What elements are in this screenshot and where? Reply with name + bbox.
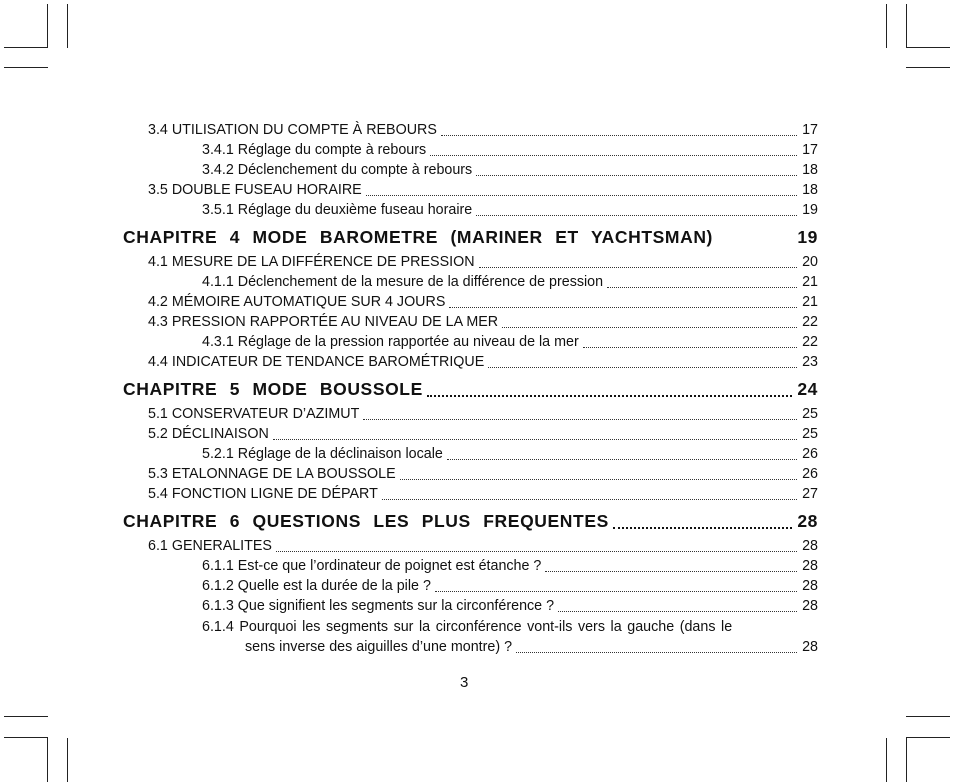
toc-entry <box>148 352 818 372</box>
crop-mark-top-left-h <box>4 47 48 48</box>
crop-mark-bottom-right-h <box>906 716 950 717</box>
toc-entry-page: 28 <box>802 578 818 594</box>
toc-entry <box>148 180 818 200</box>
leader-dots <box>583 347 797 348</box>
crop-mark-bottom-left-v <box>47 738 48 782</box>
toc-chapter <box>123 225 818 249</box>
toc-entry <box>245 637 818 657</box>
toc-chapter-title: CHAPITRE 6 QUESTIONS LES PLUS FREQUENTES <box>123 511 609 531</box>
toc-entry-title: 6.1.2 Quelle est la durée de la pile ? <box>202 578 431 594</box>
toc-entry-title: 4.1 MESURE DE LA DIFFÉRENCE DE PRESSION <box>148 254 475 270</box>
crop-mark-top-left-v <box>47 4 48 48</box>
toc-entry-page: 28 <box>802 598 818 614</box>
leader-dots <box>613 527 792 529</box>
toc-entry-title: sens inverse des aiguilles d’une montre) ? <box>245 639 513 655</box>
crop-mark-bottom-left-h2 <box>4 737 48 738</box>
toc-entry <box>148 312 818 332</box>
toc-entry <box>202 140 818 160</box>
toc-entry-title: 5.2 DÉCLINAISON <box>148 426 269 442</box>
toc-entry-page: 19 <box>802 202 818 218</box>
toc-entry-title: 4.3 PRESSION RAPPORTÉE AU NIVEAU DE LA MER <box>148 314 499 330</box>
leader-dots <box>607 287 797 288</box>
leader-dots <box>366 195 797 196</box>
toc-entry-page: 27 <box>802 486 818 502</box>
toc-entry-page: 25 <box>802 406 818 422</box>
toc-chapter-page: 19 <box>797 227 818 247</box>
toc-entry <box>148 292 818 312</box>
toc-entry <box>148 424 818 444</box>
toc-chapter-page: 28 <box>797 511 818 531</box>
crop-mark-bottom-left-h <box>4 716 48 717</box>
toc-entry-title: 5.2.1 Réglage de la déclinaison locale <box>202 446 443 462</box>
leader-dots <box>476 215 797 216</box>
toc-entry <box>202 444 818 464</box>
leader-dots <box>488 367 797 368</box>
crop-mark-top-right-h <box>906 47 950 48</box>
toc-entry <box>148 464 818 484</box>
toc-entry-title: 4.4 INDICATEUR DE TENDANCE BAROMÉTRIQUE <box>148 354 485 370</box>
toc-entry-title: 4.3.1 Réglage de la pression rapportée au niveau de la mer <box>202 334 579 350</box>
toc-entry <box>148 404 818 424</box>
toc-chapter <box>123 377 818 401</box>
toc-entry-title: 5.3 ETALONNAGE DE LA BOUSSOLE <box>148 466 396 482</box>
toc-entry <box>148 120 818 140</box>
toc-entry-page: 18 <box>802 162 818 178</box>
leader-dots <box>363 419 797 420</box>
toc-chapter-page: 24 <box>797 379 818 399</box>
toc-entry-page: 26 <box>802 466 818 482</box>
toc-entry-title: 5.1 CONSERVATEUR D’AZIMUT <box>148 406 360 422</box>
toc-entry-title: 5.4 FONCTION LIGNE DE DÉPART <box>148 486 378 502</box>
toc-entry-page: 28 <box>802 538 818 554</box>
toc-entry <box>202 272 818 292</box>
toc-entry <box>148 252 818 272</box>
toc-entry-page: 22 <box>802 334 818 350</box>
toc-entry <box>202 556 818 576</box>
toc-entry-title: 3.4 UTILISATION DU COMPTE À REBOURS <box>148 122 437 138</box>
leader-dots <box>441 135 797 136</box>
crop-mark-top-left-v2 <box>67 4 68 48</box>
crop-mark-top-right-h2 <box>906 67 950 68</box>
leader-dots <box>435 591 797 592</box>
toc-chapter-title: CHAPITRE 4 MODE BAROMETRE (MARINER ET YACHTSMAN) <box>123 227 713 247</box>
crop-mark-top-right-v2 <box>906 4 907 48</box>
toc-entry-title: 3.4.2 Déclenchement du compte à rebours <box>202 162 473 178</box>
toc-entry <box>148 484 818 504</box>
toc-entry-page: 18 <box>802 182 818 198</box>
leader-dots <box>476 175 797 176</box>
leader-dots <box>447 459 797 460</box>
toc-entry-page: 26 <box>802 446 818 462</box>
toc-entry-page: 17 <box>802 122 818 138</box>
leader-dots <box>382 499 797 500</box>
leader-dots <box>516 652 797 653</box>
leader-dots <box>479 267 798 268</box>
toc-chapter-title: CHAPITRE 5 MODE BOUSSOLE <box>123 379 423 399</box>
toc-entry <box>202 160 818 180</box>
crop-mark-bottom-left-v2 <box>67 738 68 782</box>
toc-entry-title: 4.1.1 Déclenchement de la mesure de la différence de pression <box>202 274 604 290</box>
toc-entry-page: 22 <box>802 314 818 330</box>
toc-entry-page: 28 <box>802 558 818 574</box>
toc-entry-page: 28 <box>802 639 818 655</box>
toc-entry-title: 3.5 DOUBLE FUSEAU HORAIRE <box>148 182 362 198</box>
toc-entry-page: 17 <box>802 142 818 158</box>
leader-dots <box>273 439 797 440</box>
toc-entry <box>202 576 818 596</box>
crop-mark-top-right-v <box>886 4 887 48</box>
leader-dots <box>545 571 797 572</box>
toc-entry-title: 6.1.1 Est-ce que l’ordinateur de poignet est étanche ? <box>202 558 542 574</box>
toc-entry <box>202 200 818 220</box>
leader-dots <box>558 611 797 612</box>
leader-dots <box>430 155 797 156</box>
toc-entry-page: 21 <box>802 294 818 310</box>
crop-mark-top-left-h2 <box>4 67 48 68</box>
leader-dots <box>427 395 792 397</box>
toc-entry-page: 23 <box>802 354 818 370</box>
leader-dots <box>502 327 797 328</box>
crop-mark-bottom-right-v <box>886 738 887 782</box>
page-number: 3 <box>460 674 469 691</box>
toc-entry <box>148 536 818 556</box>
toc-entry-page: 25 <box>802 426 818 442</box>
toc-entry-title: 6.1.4 Pourquoi les segments sur la circonférence vont-ils vers la gauche (dans le <box>202 619 733 635</box>
crop-mark-bottom-right-v2 <box>906 738 907 782</box>
leader-dots <box>449 307 797 308</box>
crop-mark-bottom-right-h2 <box>906 737 950 738</box>
toc-chapter <box>123 509 818 533</box>
toc-entry <box>202 596 818 616</box>
toc-entry-title: 3.5.1 Réglage du deuxième fuseau horaire <box>202 202 473 218</box>
toc-entry-title: 6.1.3 Que signifient les segments sur la circonférence ? <box>202 598 555 614</box>
toc-entry <box>202 332 818 352</box>
leader-dots <box>400 479 797 480</box>
toc-entry-page: 21 <box>802 274 818 290</box>
leader-dots <box>276 551 797 552</box>
toc-entry-title: 3.4.1 Réglage du compte à rebours <box>202 142 427 158</box>
toc-entry-title: 4.2 MÉMOIRE AUTOMATIQUE SUR 4 JOURS <box>148 294 446 310</box>
toc-entry-page: 20 <box>802 254 818 270</box>
toc-entry-title: 6.1 GENERALITES <box>148 538 272 554</box>
